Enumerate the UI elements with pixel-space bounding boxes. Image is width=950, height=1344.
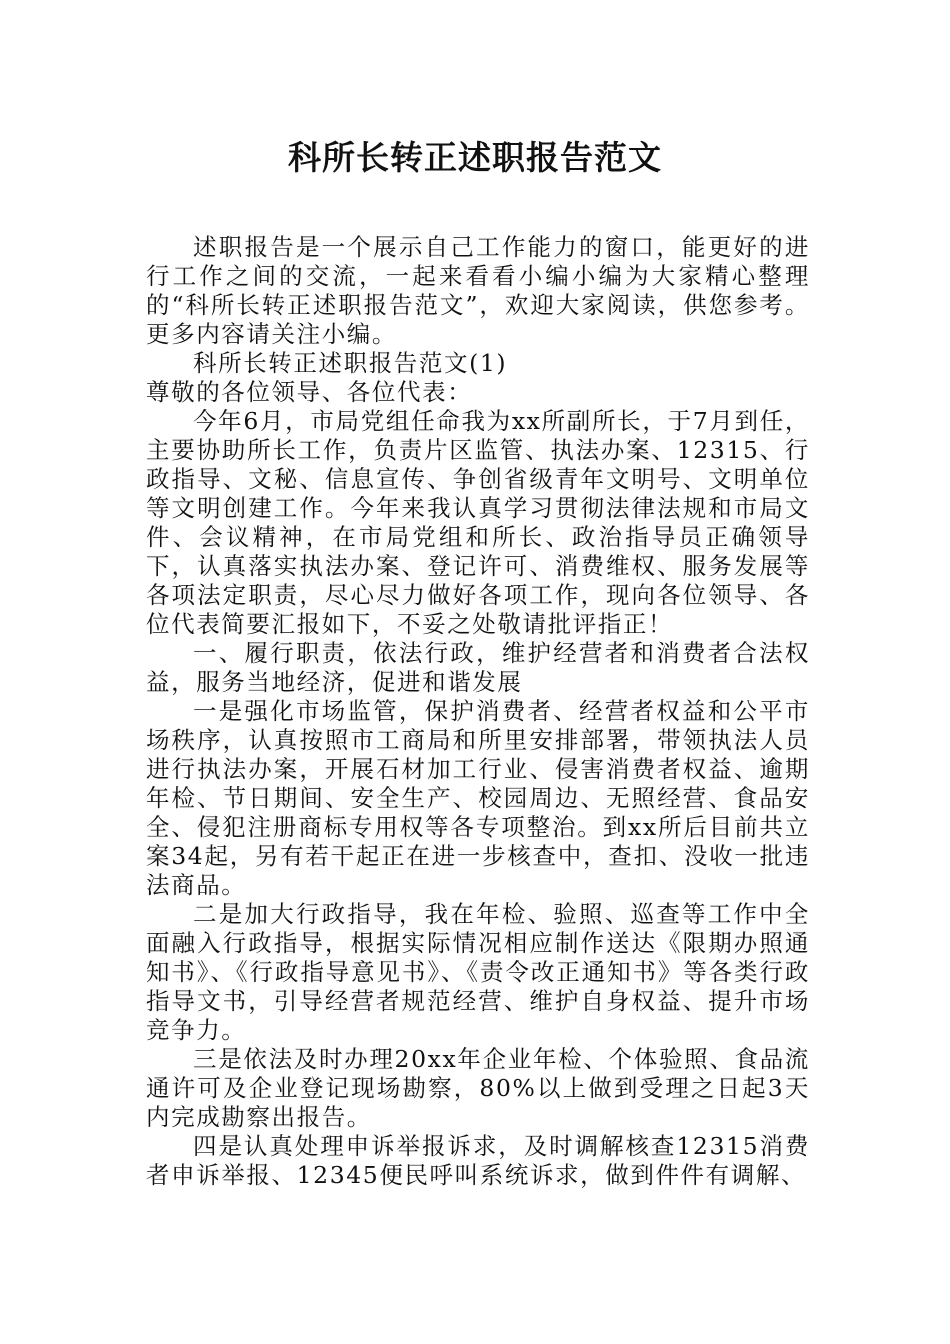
paragraph-point-four: 四是认真处理申诉举报诉求，及时调解核查12315消费者申诉举报、12345便民呼叫系统诉求，做到件件有调解、 <box>146 1132 810 1189</box>
paragraph-point-three: 三是依法及时办理20xx年企业年检、个体验照、食品流通许可及企业登记现场勘察，80%以上做到受理之日起3天内完成勘察出报告。 <box>146 1045 810 1131</box>
paragraph-salutation: 尊敬的各位领导、各位代表： <box>146 378 473 406</box>
paragraph-section-one: 一、履行职责，依法行政，维护经营者和消费者合法权益，服务当地经济，促进和谐发展 <box>146 639 810 696</box>
paragraph-point-two: 二是加大行政指导，我在年检、验照、巡查等工作中全面融入行政指导，根据实际情况相应制作送达《限期办照通知书》、《行政指导意见书》、《责令改正通知书》等各类行政指导文书，引导经营者规范经营、维护自身权益、提升市场竞争力。 <box>146 900 810 1044</box>
document-title: 科所长转正述职报告范文 <box>288 138 662 177</box>
paragraph-point-one: 一是强化市场监管，保护消费者、经营者权益和公平市场秩序，认真按照市工商局和所里安排部署，带领执法人员进行执法办案，开展石材加工行业、侵害消费者权益、逾期年检、节日期间、安全生产、校园周边、无照经营、食品安全、侵犯注册商标专用权等各专项整治。到xx所后目前共立案34起，另有若干起正在进一步核查中，查扣、没收一批违法商品。 <box>146 697 810 899</box>
paragraph-intro: 述职报告是一个展示自己工作能力的窗口，能更好的进行工作之间的交流，一起来看看小编小编为大家精心整理的“科所长转正述职报告范文”，欢迎大家阅读，供您参考。更多内容请关注小编。 <box>146 233 810 348</box>
paragraph-subtitle: 科所长转正述职报告范文(1) <box>193 349 508 377</box>
document-body <box>146 233 810 1190</box>
paragraph-overview: 今年6月，市局党组任命我为xx所副所长，于7月到任，主要协助所长工作，负责片区监管、执法办案、12315、行政指导、文秘、信息宣传、争创省级青年文明号、文明单位等文明创建工作。今年来我认真学习贯彻法律法规和市局文件、会议精神，在市局党组和所长、政治指导员正确领导下，认真落实执法办案、登记许可、消费维权、服务发展等各项法定职责，尽心尽力做好各项工作，现向各位领导、各位代表简要汇报如下，不妥之处敬请批评指正！ <box>146 407 810 638</box>
